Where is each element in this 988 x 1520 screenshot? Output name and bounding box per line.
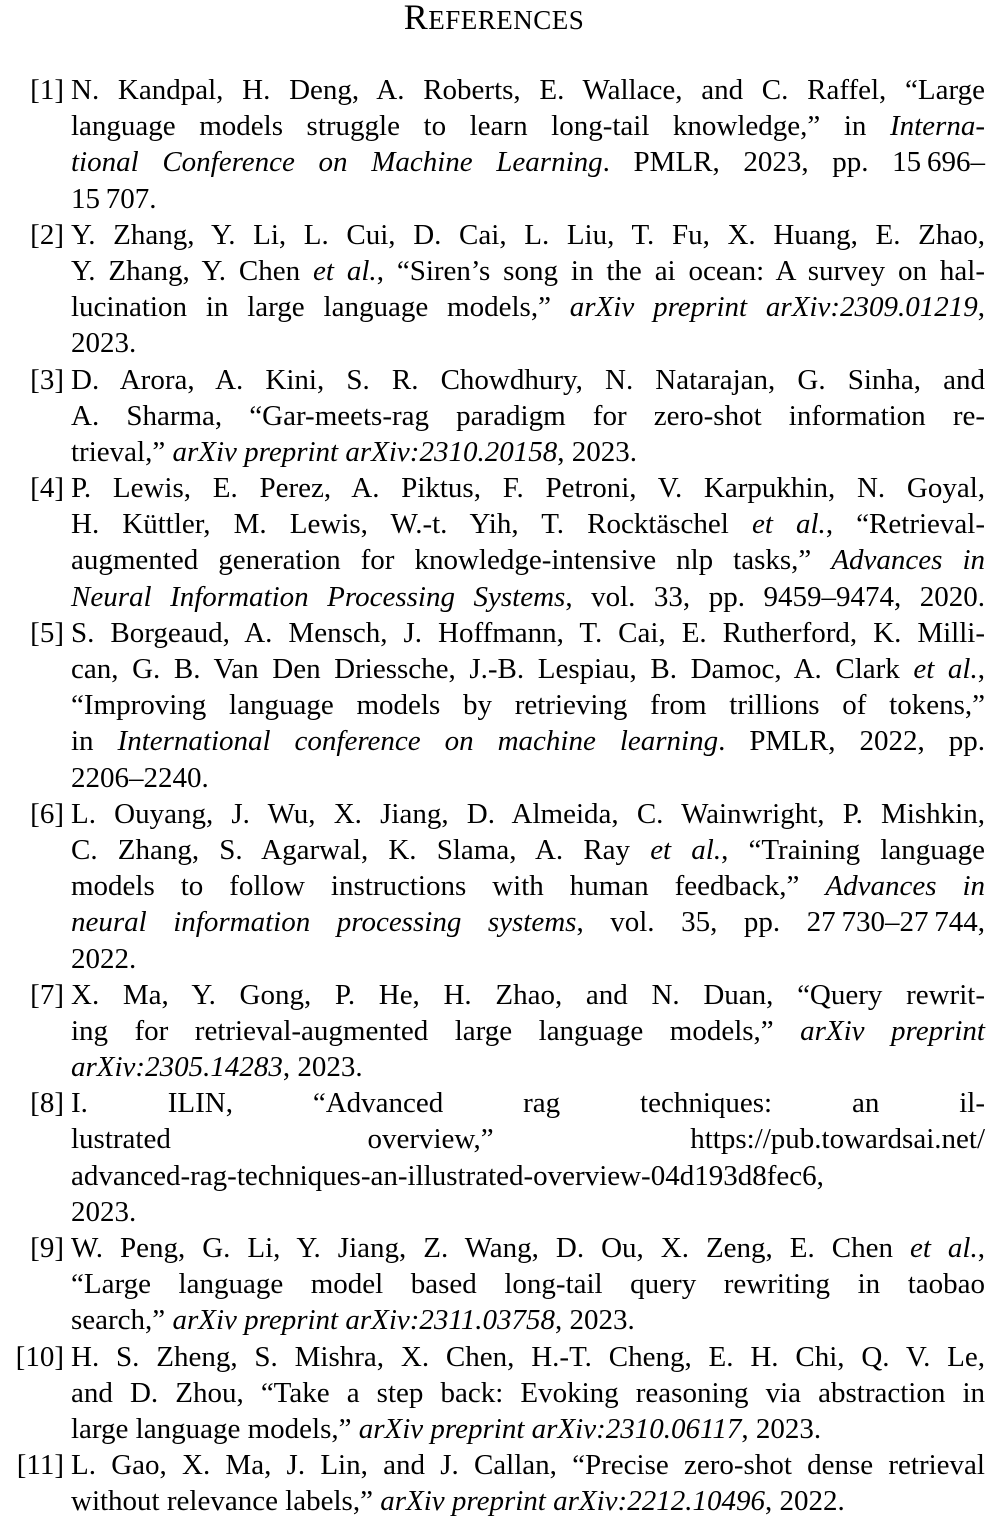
reference-entry (0, 72, 988, 217)
reference-number: [4] (30, 472, 64, 505)
text-run: trieval,” (71, 435, 173, 468)
text-run: , 2023. (282, 1051, 363, 1084)
reference-entry (0, 1230, 988, 1339)
section-title-rest: EFERENCES (428, 5, 585, 35)
reference-number: [8] (30, 1087, 64, 1120)
reference-line (71, 868, 985, 904)
reference-entry (0, 615, 988, 796)
text-run: ing for retrieval-augmented large language models,” (71, 1014, 801, 1047)
reference-entry (0, 217, 988, 362)
italic-text: Neural Information Processing Systems (71, 580, 566, 613)
text-run: Y. Zhang, Y. Chen (71, 254, 314, 287)
reference-line (71, 1375, 985, 1411)
italic-text: arXiv preprint (800, 1014, 985, 1047)
reference-text (71, 1339, 985, 1448)
reference-text (71, 977, 985, 1086)
reference-line (71, 1049, 985, 1085)
reference-number: [11] (16, 1449, 64, 1482)
reference-line (71, 941, 985, 977)
reference-entry (0, 470, 988, 615)
reference-line (71, 398, 985, 434)
reference-text (71, 1447, 985, 1519)
italic-text: arXiv preprint arXiv:2309.01219 (569, 291, 978, 324)
reference-number: [9] (30, 1232, 64, 1264)
reference-line (71, 1013, 985, 1049)
reference-line (71, 1194, 985, 1230)
italic-text: arXiv preprint arXiv:2311.03758 (172, 1304, 556, 1337)
reference-number: [2] (30, 218, 64, 251)
reference-entry (0, 362, 988, 471)
reference-line (71, 904, 985, 940)
text-run: search,” (71, 1304, 173, 1337)
text-run: , 2023. (741, 1412, 822, 1445)
italic-text: et al. (751, 508, 826, 541)
reference-line (71, 542, 985, 578)
italic-text: et al. (913, 653, 978, 685)
text-run: “Improving language models by retrieving from trillions of tokens,” (71, 689, 985, 722)
text-run: large language models,” (71, 1412, 359, 1445)
text-run: lustrated overview,” https://pub.towardsai.net/ (71, 1123, 985, 1156)
reference-line (71, 832, 985, 868)
text-run: 2023. (71, 1195, 137, 1228)
reference-entry (0, 977, 988, 1086)
italic-text: arXiv preprint arXiv:2310.06117 (358, 1412, 742, 1445)
reference-number: [7] (30, 978, 64, 1011)
italic-text: arXiv:2305.14283 (71, 1051, 283, 1084)
reference-line (71, 615, 985, 651)
text-run: , “Training language (721, 833, 985, 866)
text-run: advanced-rag-techniques-an-illustrated-overview-04d193d8fec6, (71, 1159, 824, 1192)
reference-line (71, 108, 985, 144)
reference-text (71, 1230, 985, 1339)
italic-text: tional Conference on Machine Learning (71, 146, 603, 179)
reference-line (71, 1266, 985, 1302)
reference-line (71, 181, 985, 217)
reference-line (71, 325, 985, 361)
text-run: Y. Zhang, Y. Li, L. Cui, D. Cai, L. Liu, T. Fu, X. Huang, E. Zhao, (71, 218, 985, 251)
text-run: models to follow instructions with human feedback,” (71, 870, 826, 903)
text-run: lucination in large language models,” (71, 291, 570, 324)
text-run: H. S. Zheng, S. Mishra, X. Chen, H.-T. Cheng, E. H. Chi, Q. V. Le, (71, 1340, 985, 1373)
text-run: 2022. (71, 942, 137, 975)
text-run: language models struggle to learn long-tail knowledge,” in (71, 110, 890, 143)
reference-line (71, 1411, 985, 1447)
text-run: , (977, 291, 985, 324)
reference-entry (0, 1339, 988, 1448)
text-run: X. Ma, Y. Gong, P. He, H. Zhao, and N. Duan, “Query rewrit- (71, 978, 985, 1011)
reference-line (71, 434, 985, 470)
reference-entry (0, 1447, 988, 1519)
text-run: S. Borgeaud, A. Mensch, J. Hoffmann, T. Cai, E. Rutherford, K. Milli- (71, 616, 985, 649)
reference-line (71, 217, 985, 253)
reference-entry (0, 1085, 988, 1230)
text-run: . PMLR, 2022, pp. (718, 725, 985, 758)
reference-line (71, 506, 985, 542)
italic-text: arXiv preprint arXiv:2212.10496 (380, 1485, 765, 1518)
text-run: . PMLR, 2023, pp. 15 696– (602, 146, 985, 179)
text-run: , (977, 653, 985, 685)
reference-line (71, 289, 985, 325)
reference-line (71, 796, 985, 832)
reference-text (71, 470, 985, 615)
reference-entry (0, 796, 988, 977)
reference-line (71, 1085, 985, 1121)
italic-text: Advances in (825, 870, 986, 903)
italic-text: et al. (650, 833, 722, 866)
reference-text (71, 72, 985, 217)
reference-number: [5] (30, 616, 64, 649)
reference-text (71, 1085, 985, 1230)
italic-text: et al. (313, 254, 377, 287)
text-run: , vol. 33, pp. 9459–9474, 2020. (565, 580, 985, 613)
reference-text (71, 796, 985, 977)
reference-line (71, 1158, 985, 1194)
italic-text: arXiv preprint arXiv:2310.20158 (172, 435, 558, 468)
italic-text: et al. (910, 1232, 978, 1264)
text-run: I. ILIN, “Advanced rag techniques: an il- (71, 1087, 985, 1120)
reference-line (71, 72, 985, 108)
reference-line (71, 1339, 985, 1375)
reference-line (71, 760, 985, 796)
italic-text: Interna- (889, 110, 985, 143)
text-run: , “Retrieval- (825, 508, 985, 541)
section-title-initial: R (403, 0, 429, 37)
text-run: 15 707. (71, 182, 157, 215)
text-run: and D. Zhou, “Take a step back: Evoking reasoning via abstraction in (71, 1376, 985, 1409)
text-run: “Large language model based long-tail query rewriting in taobao (71, 1268, 985, 1301)
reference-line (71, 362, 985, 398)
text-run: without relevance labels,” (71, 1485, 381, 1518)
reference-line (71, 144, 985, 180)
reference-line (71, 1447, 985, 1483)
reference-line (71, 470, 985, 506)
text-run: 2023. (71, 327, 137, 360)
text-run: L. Gao, X. Ma, J. Lin, and J. Callan, “Precise zero-shot dense retrieval (71, 1449, 985, 1482)
text-run: P. Lewis, E. Perez, A. Piktus, F. Petroni, V. Karpukhin, N. Goyal, (71, 472, 985, 505)
section-title (0, 0, 988, 37)
reference-line (71, 723, 985, 759)
italic-text: International conference on machine learning (117, 725, 719, 758)
reference-line (71, 1302, 985, 1338)
reference-line (71, 977, 985, 1013)
text-run: , vol. 35, pp. 27 730–27 744, (576, 906, 985, 939)
reference-line (71, 253, 985, 289)
reference-number: [6] (30, 797, 64, 830)
reference-line (71, 651, 985, 687)
reference-number: [3] (30, 363, 64, 396)
reference-line (71, 1483, 985, 1519)
reference-list (0, 72, 988, 1520)
text-run: in (71, 725, 118, 758)
italic-text: Advances in (831, 544, 985, 577)
reference-text (71, 217, 985, 362)
reference-line (71, 1230, 985, 1266)
reference-number: [1] (30, 74, 64, 106)
text-run: C. Zhang, S. Agarwal, K. Slama, A. Ray (71, 833, 651, 866)
text-run: D. Arora, A. Kini, S. R. Chowdhury, N. Natarajan, G. Sinha, and (71, 363, 985, 396)
reference-text (71, 362, 985, 471)
reference-text (71, 615, 985, 796)
text-run: can, G. B. Van Den Driessche, J.-B. Lespiau, B. Damoc, A. Clark (71, 653, 914, 685)
text-run: L. Ouyang, J. Wu, X. Jiang, D. Almeida, C. Wainwright, P. Mishkin, (71, 797, 985, 830)
reference-line (71, 1121, 985, 1157)
text-run: , (977, 1232, 985, 1264)
reference-line (71, 579, 985, 615)
text-run: N. Kandpal, H. Deng, A. Roberts, E. Wallace, and C. Raffel, “Large (71, 74, 985, 106)
text-run: 2206–2240. (71, 761, 209, 794)
text-run: , 2022. (764, 1485, 845, 1518)
text-run: , 2023. (557, 435, 637, 468)
text-run: , 2023. (555, 1304, 635, 1337)
text-run: H. Küttler, M. Lewis, W.-t. Yih, T. Rocktäschel (71, 508, 752, 541)
text-run: W. Peng, G. Li, Y. Jiang, Z. Wang, D. Ou, X. Zeng, E. Chen (71, 1232, 910, 1264)
text-run: augmented generation for knowledge-intensive nlp tasks,” (71, 544, 832, 577)
reference-number: [10] (15, 1340, 64, 1373)
text-run: A. Sharma, “Gar-meets-rag paradigm for zero-shot information re- (71, 399, 985, 432)
italic-text: neural information processing systems (71, 906, 577, 939)
text-run: , “Siren’s song in the ai ocean: A survey on hal- (376, 254, 985, 287)
reference-line (71, 687, 985, 723)
